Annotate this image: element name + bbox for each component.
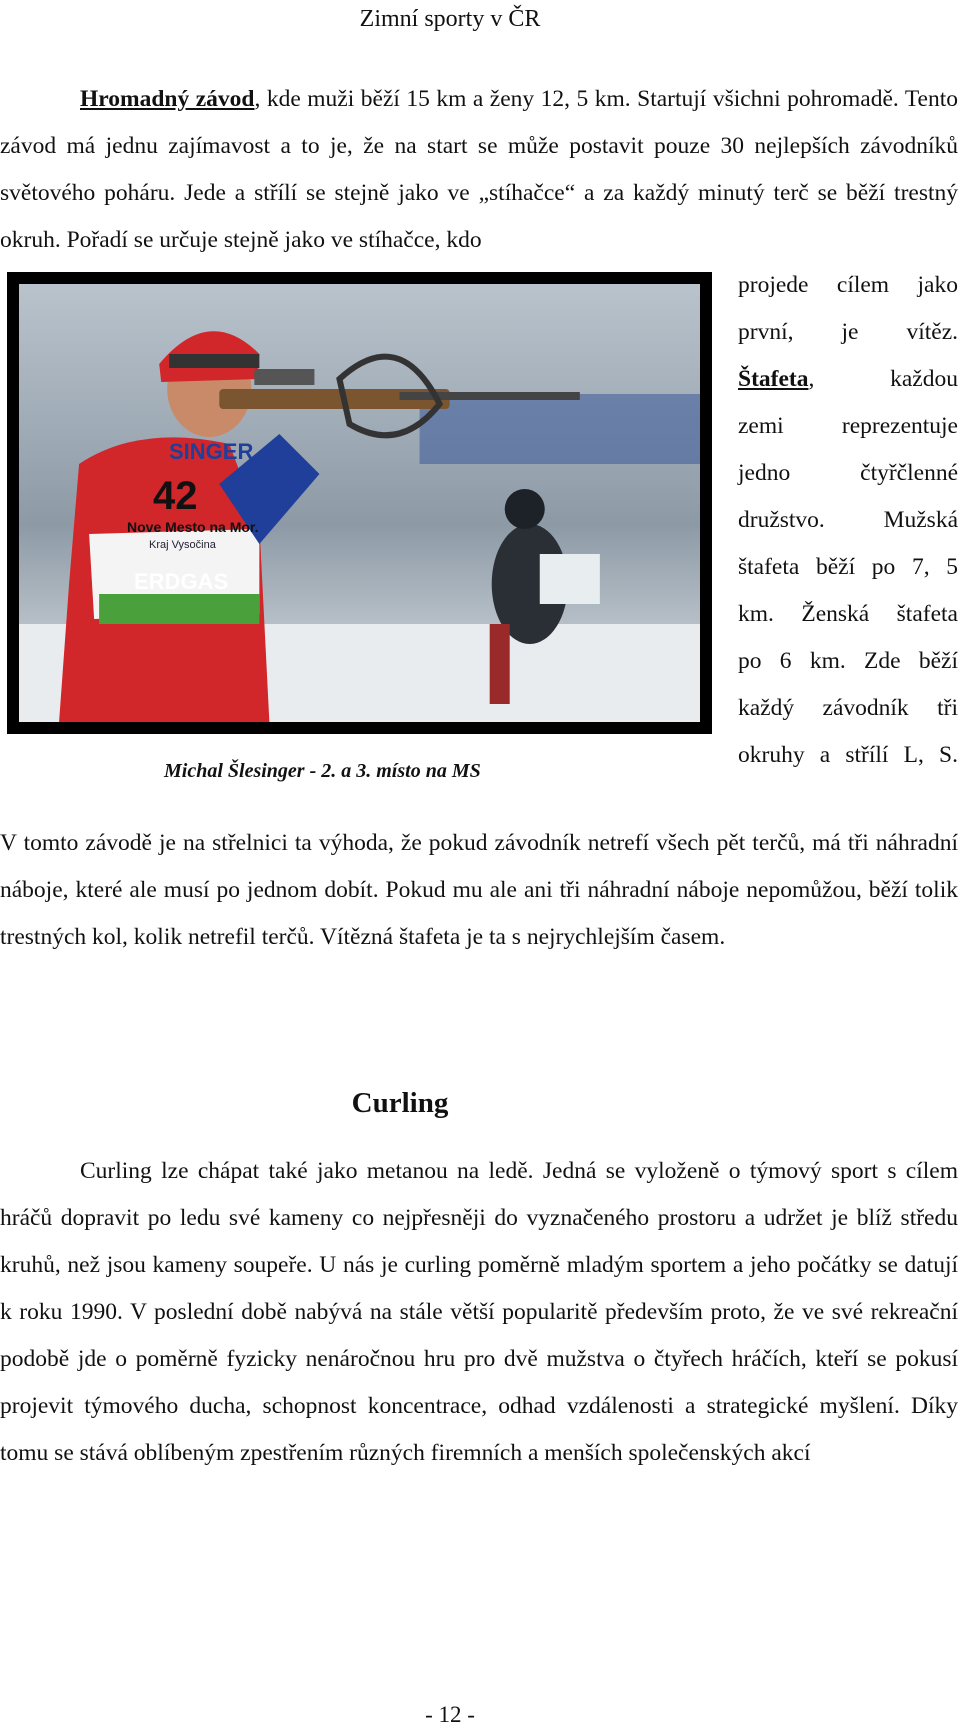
photo-caption: Michal Šlesinger - 2. a 3. místo na MS [164, 760, 481, 782]
sponsor-top: SINGER [169, 439, 254, 464]
relay-side-column [738, 262, 958, 779]
page-header: Zimní sporty v ČR [359, 6, 541, 32]
side-line-11: okruhy a střílí L, S. [738, 742, 958, 768]
paragraph-relay-rules: V tomto závodě je na střelnici ta výhoda, že pokud závodník netrefí všech pět terčů, má tři náhradní náboje, které ale musí po jednom dobít. Pokud mu ale ani tři náhradní náboje nepomůžou, běží tolik trestných kol, kolik netrefil terčů. Vítězná štafeta je ta s nejrychlejším časem. [0, 830, 958, 950]
biathlete-photo [19, 284, 700, 722]
side-line-7: štafeta běží po 7, 5 [738, 554, 958, 580]
side-line-10: každý závodník tři [738, 695, 958, 721]
biathlete-photo-frame [7, 272, 712, 734]
side-line-9: po 6 km. Zde běží [738, 648, 958, 674]
side-line-4: zemi reprezentuje [738, 413, 958, 439]
biathlete-photo-illustration [19, 284, 700, 722]
paragraph-curling-text: Curling lze chápat také jako metanou na ledě. Jedná se vyloženě o týmový sport s cílem hráčů dopravit po ledu své kameny co nejpřesněji do vyznačeného prostoru a udržet je blíž středu kruhů, než jsou kameny soupeře. U nás je curling poměrně mladým sportem a jeho počátky se datují k roku 1990. V poslední době nabývá na stále větší popularitě především proto, že ve své rekreační podobě jde o poměrně fyzicky nenáročnou hru pro dvě mužstva o čtyřech hráčích, kteří se pokusí projevit týmového ducha, schopnost koncentrace, odhad vzdálenosti a strategické myšlení. Díky tomu se stává oblíbeným zpestřením různých firemních a menších společenských akcí [0, 1158, 958, 1466]
side-line-3: Štafeta, každou [738, 366, 958, 392]
term-relay: Štafeta [738, 366, 809, 392]
side-line-1: projede cílem jako [738, 272, 958, 298]
side-line-8: km. Ženská štafeta [738, 601, 958, 627]
paragraph-curling [0, 1148, 958, 1477]
term-mass-start: Hromadný závod [80, 86, 255, 112]
sponsor-bottom: ERDGAS [134, 569, 229, 594]
side-line-6: družstvo. Mužská [738, 507, 958, 533]
side-line-2: první, je vítěz. [738, 319, 958, 345]
bib-line-2: Kraj Vysočina [149, 539, 216, 551]
bib-number: 42 [153, 474, 198, 518]
side-line-5: jedno čtyřčlenné [738, 460, 958, 486]
paragraph-mass-start [0, 76, 958, 264]
paragraph-mass-start-text: , kde muži běží 15 km a ženy 12, 5 km. Startují všichni pohromadě. Tento závod má jednu zajímavost a to je, že na start se může postavit pouze 30 nejlepších závodníků světového poháru. Jede a střílí se stejně jako ve „stíhačce“ a za každý minutý terč se běží trestný okruh. Pořadí se určuje stejně jako ve stíhačce, kdo [0, 86, 959, 253]
bib-line-1: Nove Mesto na Mor. [127, 519, 259, 535]
page-number: - 12 - [425, 1702, 475, 1727]
section-title-curling: Curling [351, 1087, 449, 1119]
